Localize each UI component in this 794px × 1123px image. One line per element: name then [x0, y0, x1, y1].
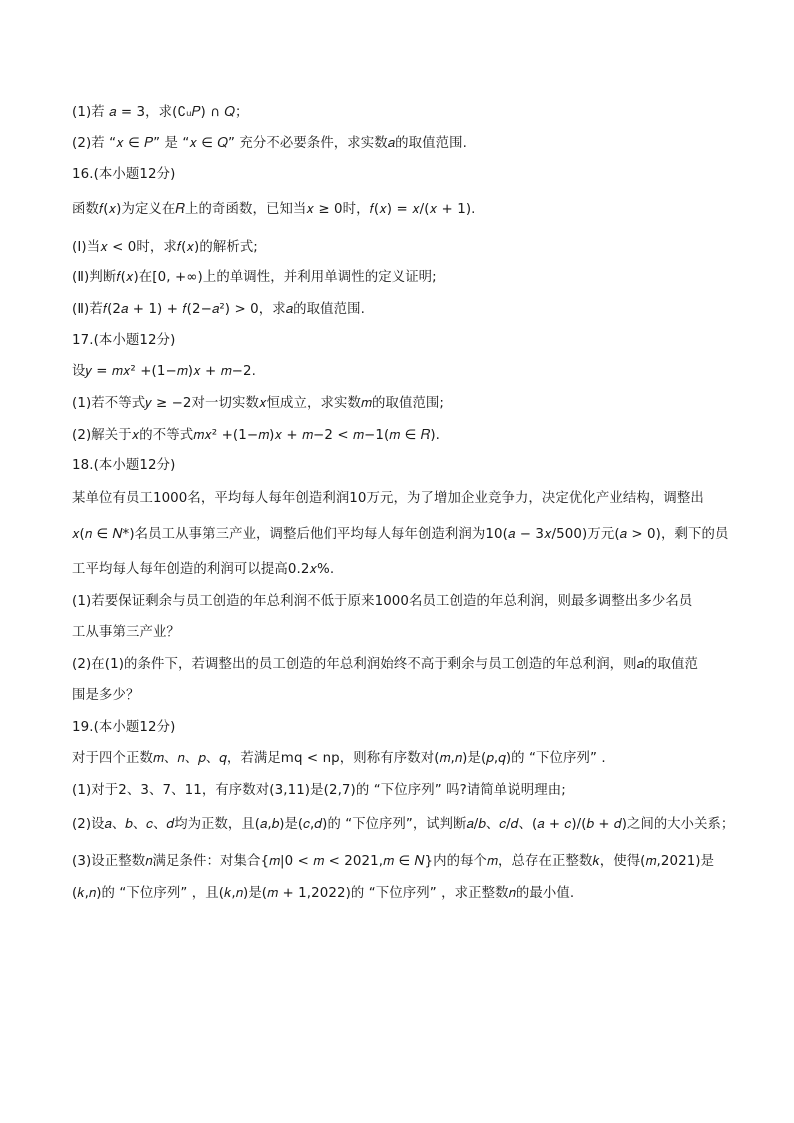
q18-stem-line2: 𝑥(𝑛 ∈ 𝑁*)名员工从事第三产业，调整后他们平均每人每年创造利润为10(𝑎 − 3𝑥/500)万元(𝑎 > 0)，剩下的员: [72, 527, 729, 542]
q17-part2: (2)解关于𝑥的不等式𝑚𝑥² +(1−𝑚)𝑥 + 𝑚−2 < 𝑚−1(𝑚 ∈ 𝑅).: [72, 428, 440, 443]
q15-part1: (1)若 𝑎 = 3，求(∁ᵤ𝑃) ∩ 𝑄；: [72, 105, 249, 120]
q17-part1: (1)若不等式𝑦 ≥ −2对一切实数𝑥恒成立，求实数𝑚的取值范围;: [72, 396, 445, 411]
q18-part2-line1: (2)在(1)的条件下，若调整出的员工创造的年总利润始终不高于剩余与员工创造的年总利润，则𝑎的取值范: [72, 657, 698, 672]
q18-part1-line2: 工从事第三产业？: [72, 625, 180, 640]
q19-heading: 19.(本小题12分): [72, 720, 176, 735]
q19-part2: (2)设𝑎、𝑏、𝑐、𝑑均为正数，且(𝑎,𝑏)是(𝑐,𝑑)的 “下位序列”，试判断𝑎/𝑏、𝑐/𝑑、(𝑎 + 𝑐)/(𝑏 + 𝑑)之间的大小关系；: [72, 817, 735, 832]
q17-stem: 设𝑦 = 𝑚𝑥² +(1−𝑚)𝑥 + 𝑚−2.: [72, 364, 256, 379]
q16-part1: (Ⅰ)当𝑥 < 0时，求𝑓(𝑥)的解析式;: [72, 240, 258, 255]
q19-part3-line1: (3)设正整数𝑛满足条件：对集合{𝑚|0 < 𝑚 < 2021,𝑚 ∈ 𝑁}内的每个𝑚，总存在正整数𝑘，使得(𝑚,2021)是: [72, 854, 715, 869]
q17-heading: 17.(本小题12分): [72, 333, 176, 348]
q16-heading: 16.(本小题12分): [72, 167, 176, 182]
q18-heading: 18.(本小题12分): [72, 458, 176, 473]
q19-part3-line2: (𝑘,𝑛)的 “下位序列” ，且(𝑘,𝑛)是(𝑚 + 1,2022)的 “下位序列” ，求正整数𝑛的最小值.: [72, 886, 575, 901]
q16-part2: (Ⅱ)判断𝑓(𝑥)在[0, +∞)上的单调性，并利用单调性的定义证明;: [72, 270, 437, 285]
q16-part3: (Ⅱ)若𝑓(2𝑎 + 1) + 𝑓(2−𝑎²) > 0，求𝑎的取值范围.: [72, 302, 365, 317]
q18-part1-line1: (1)若要保证剩余与员工创造的年总利润不低于原来1000名员工创造的年总利润，则最多调整出多少名员: [72, 594, 693, 609]
q18-stem-line1: 某单位有员工1000名，平均每人每年创造利润10万元，为了增加企业竞争力，决定优化产业结构，调整出: [72, 491, 704, 506]
q19-part1: (1)对于2、3、7、11，有序数对(3,11)是(2,7)的 “下位序列” 吗?请简单说明理由;: [72, 783, 566, 798]
q15-part2: (2)若 “𝑥 ∈ 𝑃” 是 “𝑥 ∈ 𝑄” 充分不必要条件，求实数𝑎的取值范围.: [72, 136, 467, 151]
q18-stem-line3: 工平均每人每年创造的利润可以提高0.2𝑥%.: [72, 562, 335, 577]
q16-stem: 函数𝑓(𝑥)为定义在𝑅上的奇函数，已知当𝑥 ≥ 0时，𝑓(𝑥) = 𝑥/(𝑥 + 1).: [72, 202, 476, 217]
q18-part2-line2: 围是多少？: [72, 688, 140, 703]
q19-stem: 对于四个正数𝑚、𝑛、𝑝、𝑞，若满足mq < np，则称有序数对(𝑚,𝑛)是(𝑝,𝑞)的 “下位序列” .: [72, 751, 606, 766]
